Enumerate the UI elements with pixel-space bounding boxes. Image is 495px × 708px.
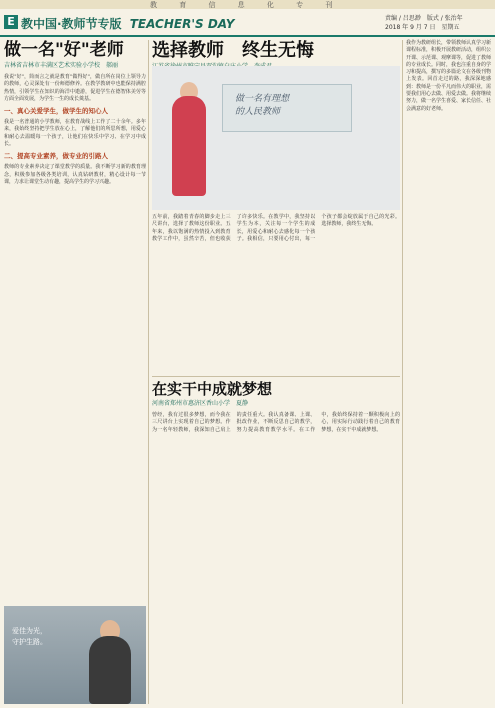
issue-meta — [385, 14, 463, 32]
article-continued: 我作为教研组长，带领教师认真学习新课程标准，积极开展教研活动，组织公开课、示范课、观摩课等，促进了教师的专业成长。同时，我也注重自身的学习和提高，撰写的多篇论文在各级刊物上发表。回首走过的路，我深深地感到：教师是一份平凡而伟大的职业，需要我们用心去做、用爱去做。我将继续努力，做一名学生喜爱、家长信任、社会满意的好老师。 — [406, 40, 492, 112]
section-title — [21, 15, 234, 32]
header-rule — [0, 35, 495, 37]
section-title-cn: 教中国·教师节专版 — [21, 17, 122, 31]
caption-line: 守护生路。 — [12, 638, 47, 646]
classroom-photo — [152, 66, 400, 210]
article-headline: 做一名"好"老师 — [4, 40, 124, 60]
article-body: 五年前，我踏着青春的脚步走上三尺讲台，选择了教师这份职业。五年来，我以饱满的热情投入到教育教学工作中，虽然辛苦，但也收获了许多快乐。在教学中，我坚持以学生为本，关注每一个学生的成长，用爱心和耐心去感化每一个孩子。我相信，只要用心付出，每一个孩子都会绽放属于自己的光彩。选择教师，我终生无悔。 — [152, 214, 400, 242]
page-header — [0, 12, 495, 34]
article-subhead: 二、提高专业素养，做专业的引路人 — [4, 152, 108, 161]
section-title-en: TEACHER'S DAY — [129, 17, 235, 31]
photo-caption — [12, 626, 47, 648]
board-writing — [235, 93, 289, 119]
article-good-teacher — [4, 40, 146, 704]
article-subhead: 一、真心关爱学生，做学生的知心人 — [4, 107, 108, 116]
date-line: 2018 年 9 月 7 日 星期五 — [385, 24, 460, 31]
article-dream-header — [152, 380, 400, 408]
section-badge: E — [4, 15, 18, 29]
article-paragraph: 我说"好"，简而言之就是教育"做得好"，做自所在岗位上领导力的教师，心灵深处有一份师德修养。在教学教研中也能保持满腔热情，引领学生在知识的海洋中遨游，促进学生在德智体美劳等方面全面发展，为学生一生的成长奠基。 — [4, 74, 146, 102]
board-line: 的人民教师 — [235, 107, 281, 117]
top-band — [0, 0, 495, 9]
teacher-figure — [89, 636, 131, 704]
column-divider — [402, 40, 403, 704]
blackboard — [222, 84, 352, 132]
column-divider — [148, 40, 149, 704]
board-line: 做一名有理想 — [235, 94, 290, 104]
article-byline: 河南省郑州市惠济区香山小学 夏静 — [152, 400, 249, 407]
article-divider — [152, 376, 400, 377]
article-headline: 选择教师 终生无悔 — [152, 40, 314, 61]
article-byline: 吉林省吉林市丰满区艺术实验小学校 郝丽 — [4, 62, 119, 69]
caption-line: 爱佳为光， — [12, 627, 47, 635]
article-paragraph: 教师的专业素养决定了课堂教学的质量。我不断学习新的教育理念，积极参加各级各类培训，认真钻研教材，精心设计每一节课，力求让课堂生动有趣，提高学生的学习兴趣。 — [4, 164, 146, 185]
article-paragraph: 我是一名普通的小学教师，在教育战线上工作了二十余年。多年来，我始终坚持把学生放在心上，了解他们的所思所想，用爱心和耐心去温暖每一个孩子，让他们在快乐中学习、在学习中成长。 — [4, 119, 146, 148]
teacher-figure — [172, 96, 206, 196]
article-headline: 在实干中成就梦想 — [152, 380, 273, 398]
teacher-photo-left — [4, 606, 146, 704]
slogan: 教 育 信 息 化 专 刊 — [150, 1, 343, 9]
editor-line: 责编 / 吕思渺 版式 / 张治年 — [385, 15, 463, 22]
article-body: 曾经，我有过很多梦想，而今我在三尺讲台上实现着自己的梦想。作为一名年轻教师，我深知自己肩上的责任重大。我认真备课、上课、批改作业，不断反思自己的教学，努力提高教育教学水平。在工作中，我始终保持着一颗积极向上的心，用实际行动践行着自己的教育梦想，在实干中成就梦想。 — [152, 412, 400, 433]
